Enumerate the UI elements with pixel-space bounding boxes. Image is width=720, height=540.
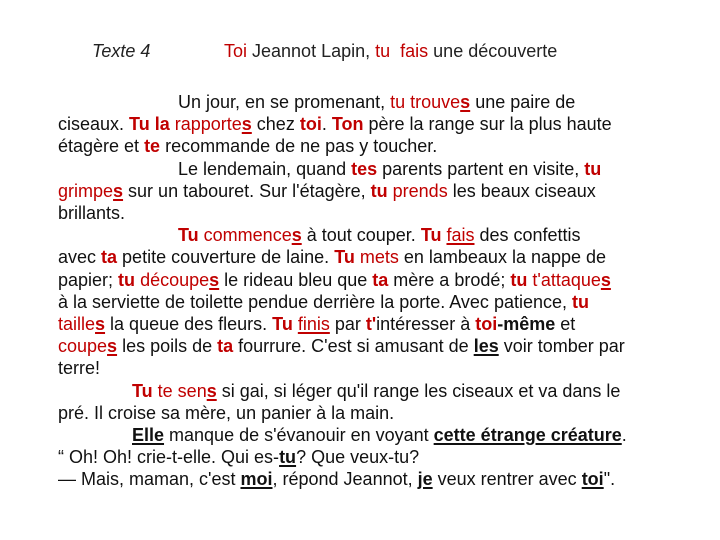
story-line: [58, 468, 668, 490]
text-run: Tu: [132, 380, 153, 401]
text-run: prends: [392, 180, 448, 201]
text-run: Tu: [272, 314, 293, 335]
text-run: je: [417, 469, 433, 490]
text-run: s: [107, 336, 118, 357]
text-run: tu: [375, 41, 391, 61]
text-run: s: [460, 92, 471, 112]
text-run: avec: [58, 247, 102, 268]
text-run: commence: [203, 225, 292, 246]
text-run: fourrure. C'est si amusant de: [233, 336, 474, 357]
text-run: Tu la: [129, 114, 170, 135]
text-run: ta: [217, 336, 234, 357]
text-run: Jeannot Lapin,: [247, 41, 376, 61]
text-run: découpe: [140, 269, 210, 290]
text-run: , répond Jeannot,: [272, 469, 418, 490]
text-run: finis: [297, 314, 330, 335]
text-run: grimpe: [58, 180, 114, 201]
text-run: tu: [572, 291, 589, 312]
text-run: moi: [240, 469, 273, 490]
text-run: le rideau bleu que: [219, 269, 373, 290]
text-run: ta: [372, 269, 389, 290]
story-line: [58, 135, 668, 157]
text-run: -même: [497, 314, 556, 335]
text-run: s: [95, 314, 106, 335]
text-run: terre!: [58, 358, 101, 379]
text-run: Un jour, en se promenant,: [178, 92, 391, 112]
text-run: s: [209, 269, 220, 290]
story-line: [58, 224, 668, 246]
text-run: chez: [251, 114, 300, 135]
text-run: et: [555, 314, 576, 335]
story-line: [58, 269, 668, 291]
story-line: [58, 246, 668, 268]
text-run: Elle: [132, 425, 165, 446]
text-run: étagère et: [58, 136, 145, 157]
text-run: à la serviette de toilette pendue derrière la porte. Avec patience,: [58, 291, 572, 312]
text-run: tu: [370, 180, 388, 201]
text-run: te: [144, 136, 161, 157]
text-run: père la range sur la plus haute: [363, 114, 612, 135]
text-run: Ton: [331, 114, 364, 135]
story-line: [58, 357, 668, 379]
text-run: tu: [279, 447, 297, 468]
text-run: voir tomber par: [498, 336, 625, 357]
text-run: .: [321, 114, 332, 135]
text-run: [390, 41, 400, 61]
text-run: brillants.: [58, 203, 126, 224]
text-run: la queue des fleurs.: [105, 314, 273, 335]
text-run: Le lendemain, quand: [178, 158, 352, 179]
text-run: ciseaux.: [58, 114, 130, 135]
text-run: Tu: [420, 225, 442, 246]
story-line: [58, 291, 668, 313]
text-run: les beaux ciseaux: [447, 180, 596, 201]
text-run: parents partent en visite,: [377, 158, 585, 179]
text-run: t'attaque: [532, 269, 601, 290]
text-run: une découverte: [428, 41, 558, 61]
text-run: tu: [510, 269, 528, 290]
text-run: te sen: [157, 380, 207, 401]
text-run: tu trouve: [390, 92, 461, 112]
text-run: manque de s'évanouir en voyant: [164, 425, 434, 446]
story-line: [58, 313, 668, 335]
text-run: mère a brodé;: [388, 269, 511, 290]
story-line: [58, 158, 668, 180]
text-run: tu: [584, 158, 602, 179]
text-run: s: [241, 114, 252, 135]
text-run: s: [291, 225, 302, 246]
text-run: s: [113, 180, 124, 201]
text-run: cette étrange créature: [433, 425, 622, 446]
story-line: [58, 180, 668, 202]
text-run: Tu: [178, 225, 199, 246]
text-run: par: [329, 314, 366, 335]
text-run: les poils de: [117, 336, 218, 357]
story-line: [58, 424, 668, 446]
text-run: les: [473, 336, 499, 357]
text-run: en lambeaux la nappe de: [398, 247, 607, 268]
story-line: [58, 91, 668, 113]
text-run: coupe: [58, 336, 108, 357]
page-title: [224, 41, 557, 62]
text-run: .: [621, 425, 627, 446]
text-run: à tout couper.: [301, 225, 421, 246]
story-line: [58, 380, 668, 402]
text-run: “ Oh! Oh! crie-t-elle. Qui es-: [58, 447, 280, 468]
text-run: fais: [400, 41, 429, 61]
text-run: toi: [475, 314, 498, 335]
text-run: papier;: [58, 269, 119, 290]
text-run: taille: [58, 314, 96, 335]
text-run: — Mais, maman, c'est: [58, 469, 241, 490]
text-run: ? Que veux-tu?: [296, 447, 420, 468]
text-run: rapporte: [174, 114, 242, 135]
text-label: Texte 4: [92, 41, 151, 61]
text-run: pré. Il croise sa mère, un panier à la main.: [58, 402, 395, 423]
text-run: s: [600, 269, 611, 290]
text-run: sur un tabouret. Sur l'étagère,: [123, 180, 371, 201]
text-run: s: [206, 380, 217, 401]
text-run: une paire de: [470, 92, 576, 112]
story-line: [58, 113, 668, 135]
text-run: ".: [603, 469, 616, 490]
story-line: [58, 202, 668, 224]
story-line: [58, 335, 668, 357]
story-line: [58, 402, 668, 424]
text-run: toi: [581, 469, 604, 490]
text-run: des confettis: [474, 225, 581, 246]
story-line: [58, 446, 668, 468]
story-body: [58, 91, 668, 491]
text-run: tes: [351, 158, 378, 179]
text-run: Toi: [224, 41, 248, 61]
text-run: Tu: [334, 247, 355, 268]
text-run: mets: [359, 247, 399, 268]
text-run: veux rentrer avec: [432, 469, 582, 490]
text-run: petite couverture de laine.: [117, 247, 335, 268]
text-run: intéresser à: [376, 314, 476, 335]
text-run: recommande de ne pas y toucher.: [160, 136, 438, 157]
text-run: t': [365, 314, 377, 335]
text-run: si gai, si léger qu'il range les ciseaux et va dans le: [216, 380, 621, 401]
text-run: fais: [446, 225, 475, 246]
text-run: toi: [299, 114, 322, 135]
text-run: tu: [118, 269, 136, 290]
text-run: ta: [101, 247, 118, 268]
